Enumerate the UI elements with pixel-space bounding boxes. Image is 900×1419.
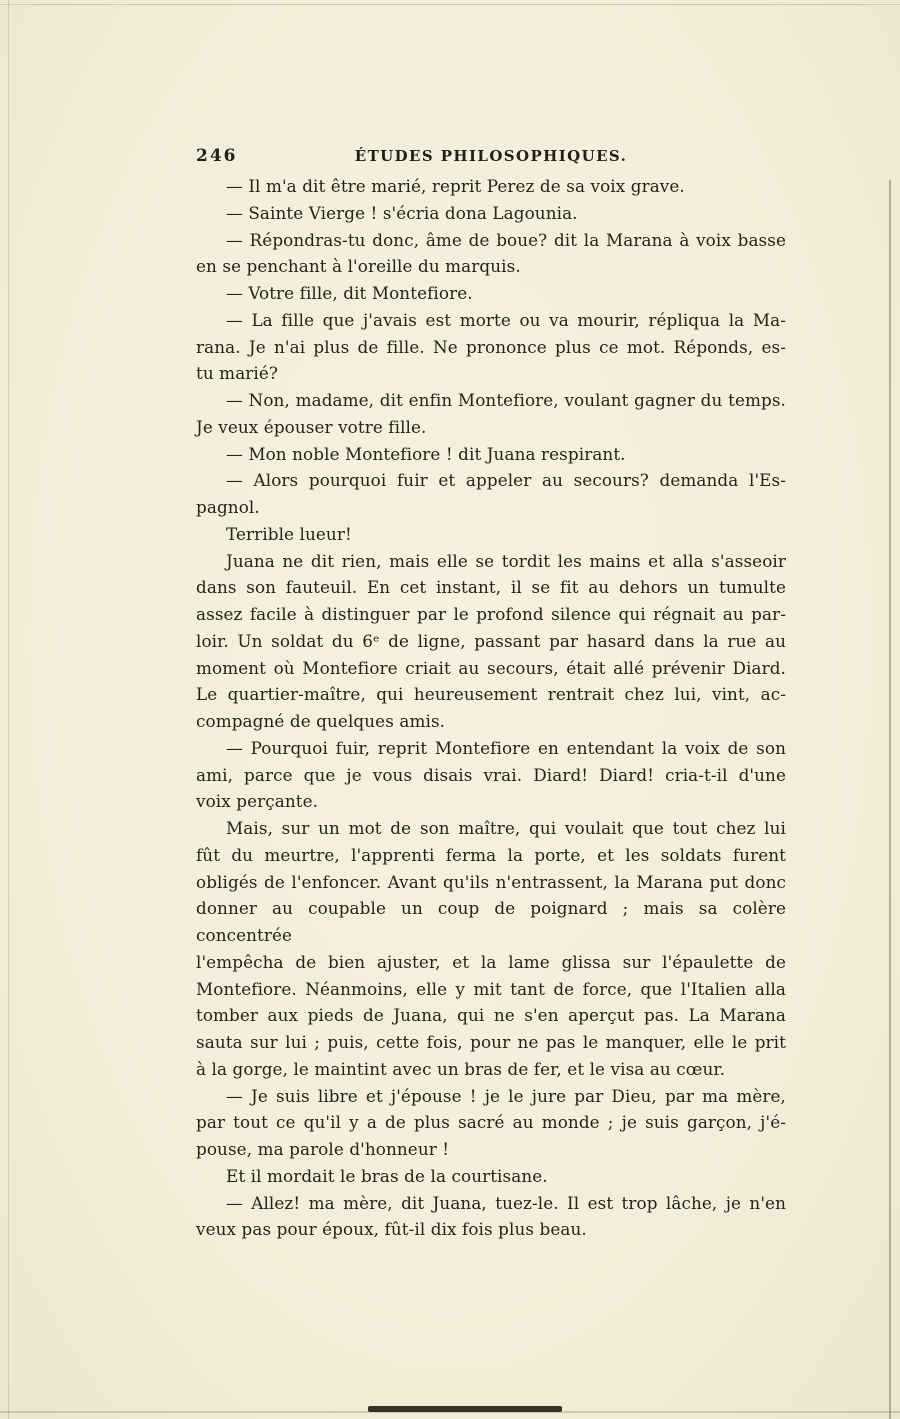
text-line: — Mon noble Montefiore ! dit Juana respirant. xyxy=(226,443,626,464)
text-line: pouse, ma parole d'honneur ! xyxy=(196,1139,450,1159)
text-line: Juana ne dit rien, mais elle se tordit les mains et alla s'asseoir xyxy=(226,550,786,571)
text-line: — Alors pourquoi fuir et appeler au secours? demanda l'Es- xyxy=(226,470,786,491)
paragraph xyxy=(196,815,786,1083)
paragraph xyxy=(196,173,786,200)
text-line: — Allez! ma mère, dit Juana, tuez-le. Il est trop lâche, je n'en xyxy=(226,1192,786,1213)
text-line: — Votre fille, dit Montefiore. xyxy=(226,283,473,303)
page-edge-top xyxy=(0,4,900,5)
text-line: Je veux épouser votre fille. xyxy=(196,416,427,437)
text-line: Et il mordait le bras de la courtisane. xyxy=(226,1165,548,1186)
paragraph xyxy=(196,227,786,281)
paragraph xyxy=(196,467,786,521)
text-line: fût du meurtre, l'apprenti ferma la porte, et les soldats furent xyxy=(196,844,786,865)
text-line: à la gorge, le maintint avec un bras de fer, et le visa au cœur. xyxy=(196,1058,726,1079)
text-line: assez facile à distinguer par le profond silence qui régnait au par- xyxy=(196,604,786,624)
text-line: compagné de quelques amis. xyxy=(196,711,446,731)
text-line: obligés de l'enfoncer. Avant qu'ils n'entrassent, la Marana put donc xyxy=(196,871,786,892)
text-line: sauta sur lui ; puis, cette fois, pour ne pas le manquer, elle le prit xyxy=(196,1032,786,1052)
paragraph xyxy=(196,1083,786,1163)
text-line: Le quartier-maître, qui heureusement rentrait chez lui, vint, ac- xyxy=(196,684,786,705)
paragraph xyxy=(196,441,786,468)
paragraph xyxy=(196,387,786,441)
text-line: — Je suis libre et j'épouse ! je le jure par Dieu, par ma mère, xyxy=(226,1085,786,1106)
running-header xyxy=(196,144,786,168)
text-line: — Pourquoi fuir, reprit Montefiore en entendant la voix de son xyxy=(226,737,786,758)
paragraph xyxy=(196,307,786,387)
paragraph xyxy=(196,521,786,548)
scan-artifact-bottom-bar xyxy=(368,1406,562,1412)
text-line: — La fille que j'avais est morte ou va mourir, répliqua la Ma- xyxy=(226,309,786,330)
text-line: pagnol. xyxy=(196,497,260,517)
text-line: moment où Montefiore criait au secours, était allé prévenir Diard. xyxy=(196,657,786,678)
paragraph xyxy=(196,1163,786,1190)
text-line: tomber aux pieds de Juana, qui ne s'en aperçut pas. La Marana xyxy=(196,1005,786,1026)
body-text xyxy=(196,173,786,1243)
paragraph xyxy=(196,280,786,307)
text-line: dans son fauteuil. En cet instant, il se fit au dehors un tumulte xyxy=(196,577,786,598)
text-line: donner au coupable un coup de poignard ; mais sa colère concentrée xyxy=(196,898,786,945)
text-block xyxy=(196,144,786,1243)
text-line: tu marié? xyxy=(196,363,279,384)
text-line: loir. Un soldat du 6ᵉ de ligne, passant par hasard dans la rue au xyxy=(196,630,786,651)
text-line: veux pas pour époux, fût-il dix fois plus beau. xyxy=(196,1219,587,1240)
text-line: Mais, sur un mot de son maître, qui voulait que tout chez lui xyxy=(226,818,786,838)
text-line: en se penchant à l'oreille du marquis. xyxy=(196,256,521,277)
text-line: — Sainte Vierge ! s'écria dona Lagounia. xyxy=(226,202,578,223)
header-title: ÉTUDES PHILOSOPHIQUES. xyxy=(354,147,628,165)
paragraph xyxy=(196,1190,786,1244)
text-line: Montefiore. Néanmoins, elle y mit tant de force, que l'Italien alla xyxy=(196,978,786,999)
paragraph xyxy=(196,200,786,227)
text-line: — Non, madame, dit enfin Montefiore, voulant gagner du temps. xyxy=(226,390,786,410)
text-line: ami, parce que je vous disais vrai. Diard! Diard! cria-t-il d'une xyxy=(196,764,786,785)
paragraph xyxy=(196,548,786,735)
text-line: — Il m'a dit être marié, reprit Perez de sa voix grave. xyxy=(226,176,685,196)
text-line: — Répondras-tu donc, âme de boue? dit la Marana à voix basse xyxy=(226,229,786,250)
page-edge-left xyxy=(8,0,9,1419)
text-line: par tout ce qu'il y a de plus sacré au monde ; je suis garçon, j'é- xyxy=(196,1112,786,1133)
text-line: voix perçante. xyxy=(196,791,319,812)
text-line: rana. Je n'ai plus de fille. Ne prononce plus ce mot. Réponds, es- xyxy=(196,336,786,357)
paragraph xyxy=(196,735,786,815)
page-edge-right xyxy=(889,180,891,1419)
page-number: 246 xyxy=(196,146,238,166)
text-line: Terrible lueur! xyxy=(226,523,352,544)
text-line: l'empêcha de bien ajuster, et la lame glissa sur l'épaulette de xyxy=(196,951,786,972)
